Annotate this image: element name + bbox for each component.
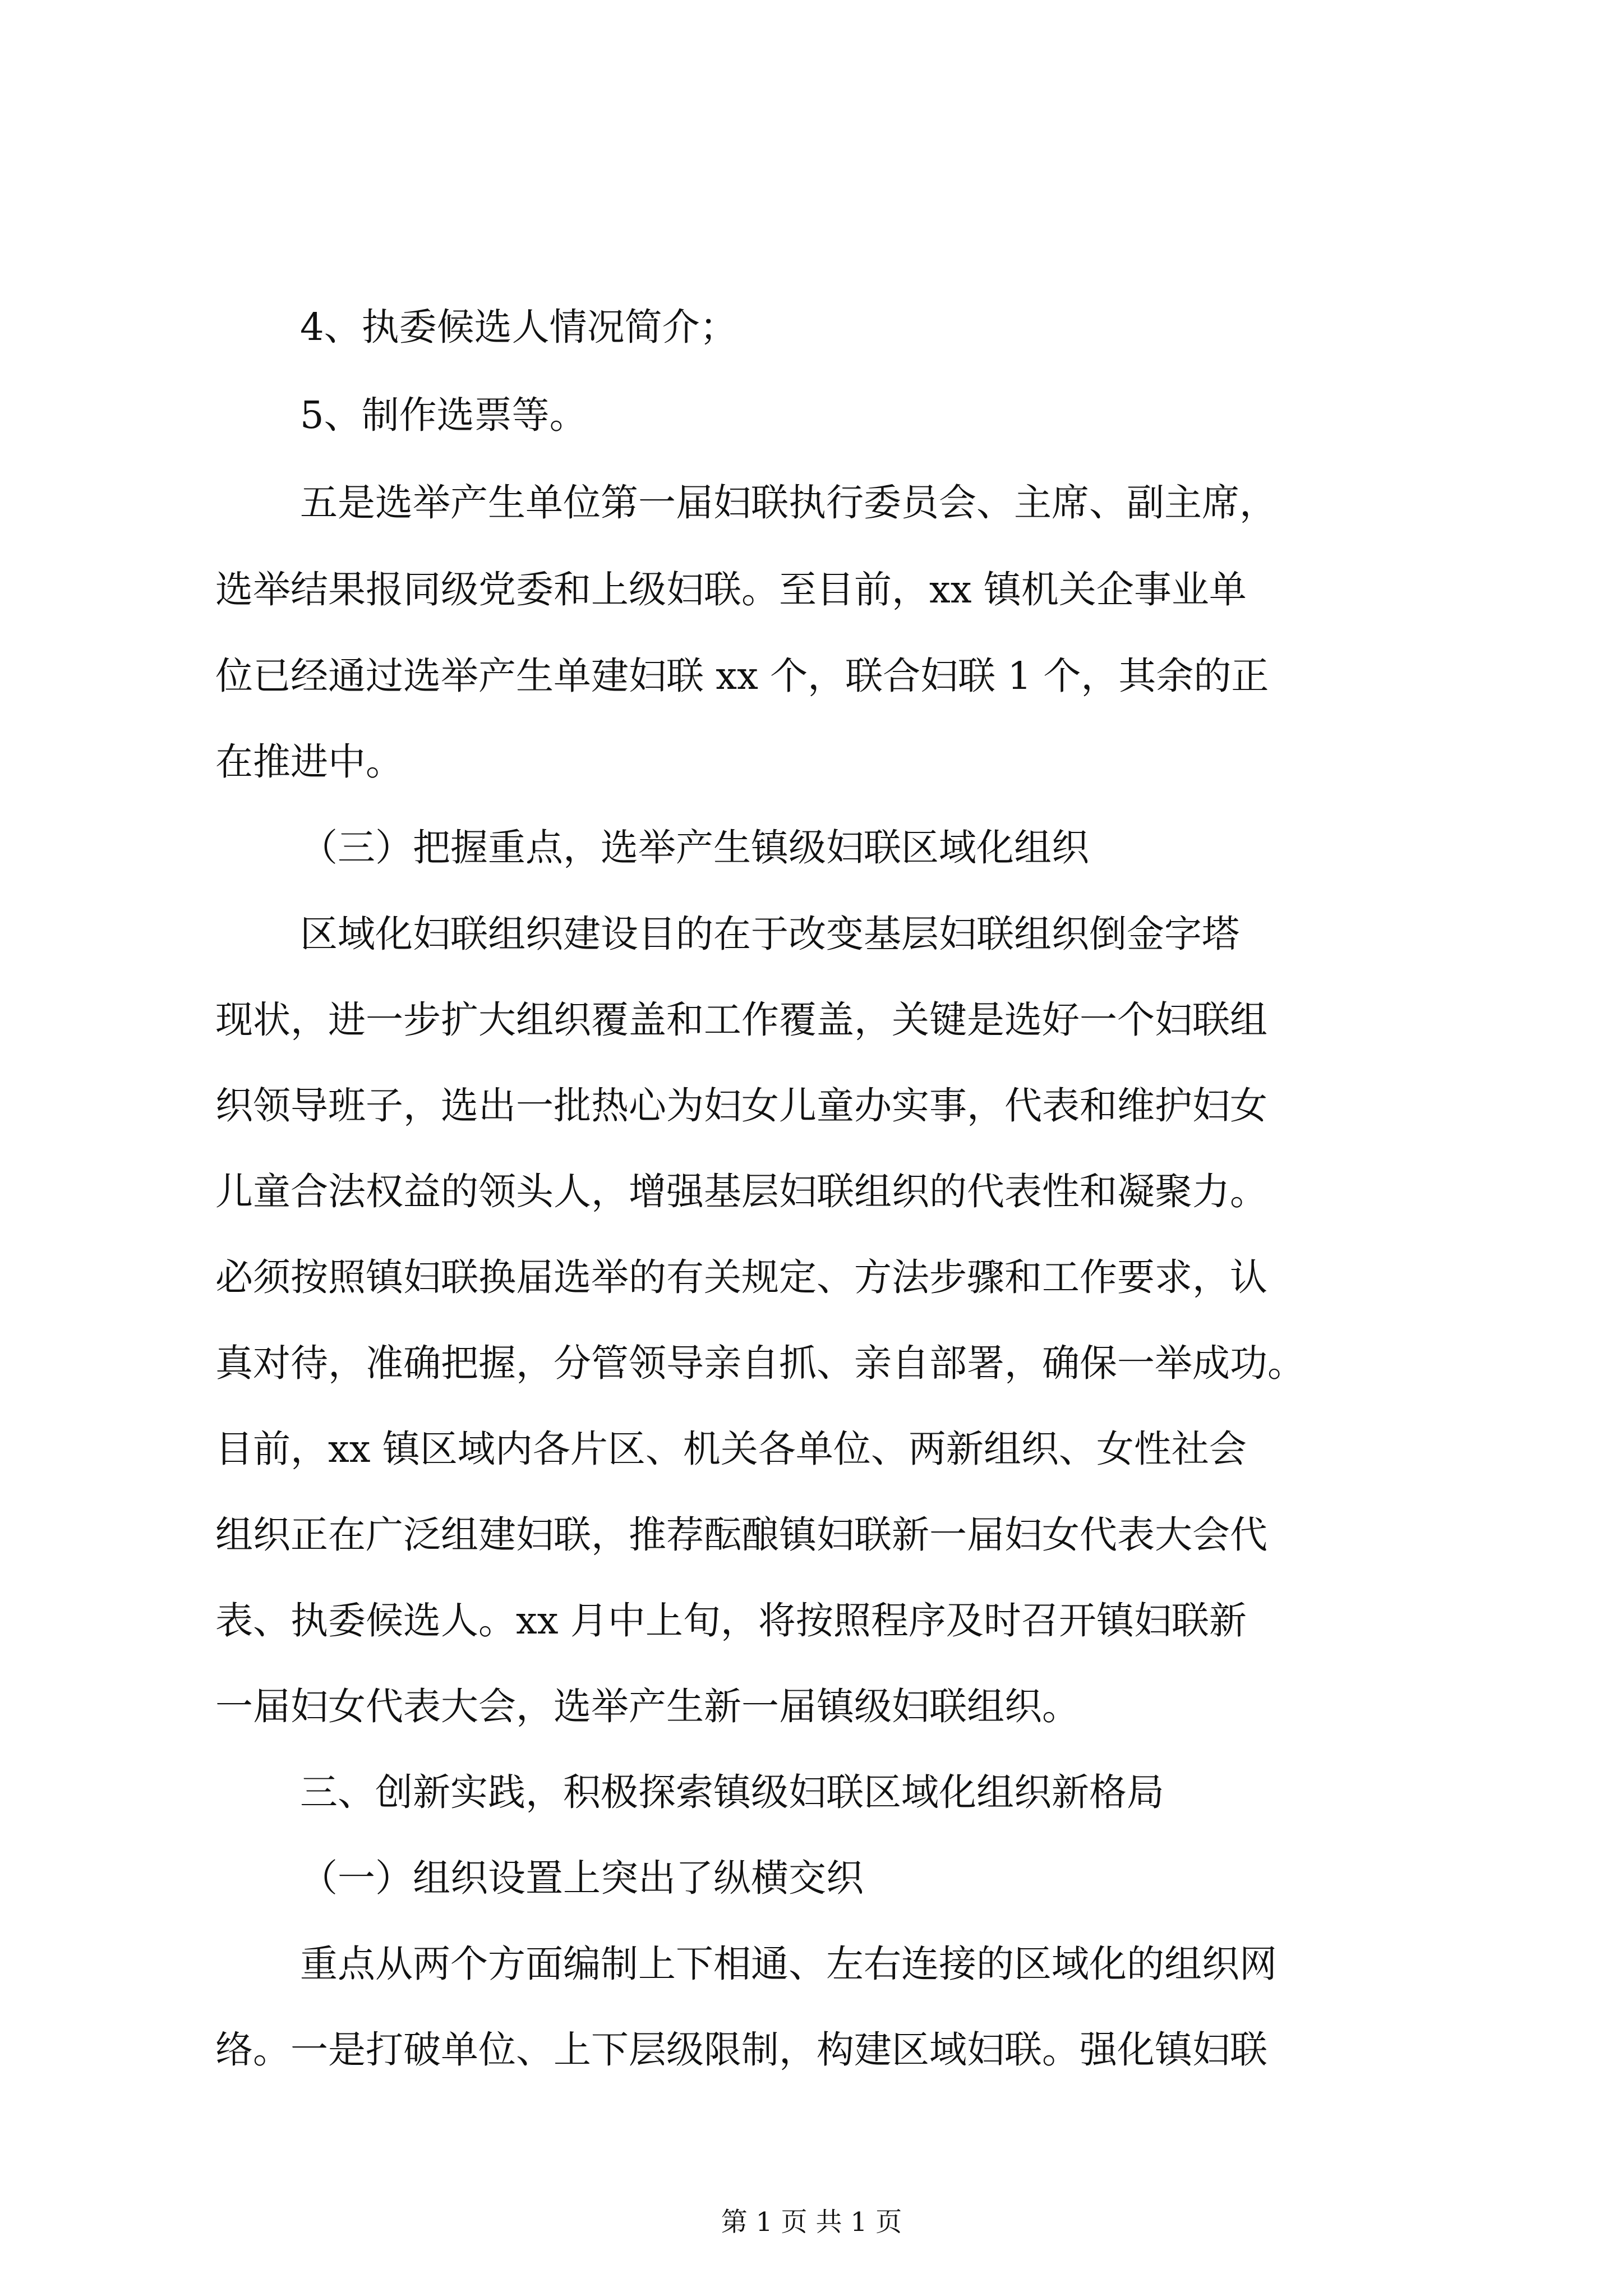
text-line-20: 重点从两个方面编制上下相通、左右连接的区域化的组织网 (300, 1942, 1277, 1986)
section-heading-1: （一）组织设置上突出了纵横交织 (300, 1856, 864, 1900)
text-line-12: 必须按照镇妇联换届选举的有关规定、方法步骤和工作要求，认 (215, 1255, 1267, 1299)
section-heading-3: （三）把握重点，选举产生镇级妇联区域化组织 (300, 826, 1089, 869)
text-line-6: 在推进中。 (215, 740, 403, 784)
text-line-13: 真对待，准确把握，分管领导亲自抓、亲自部署，确保一举成功。 (215, 1341, 1305, 1385)
text-line-2: 5、制作选票等。 (300, 393, 587, 437)
text-line-14: 目前，xx 镇区域内各片区、机关各单位、两新组织、女性社会 (215, 1427, 1247, 1471)
text-line-3: 五是选举产生单位第一届妇联执行委员会、主席、副主席， (300, 481, 1277, 524)
text-line-5: 位已经通过选举产生单建妇联 xx 个，联合妇联 1 个，其余的正 (215, 654, 1269, 698)
text-line-17: 一届妇女代表大会，选举产生新一届镇级妇联组织。 (215, 1685, 1080, 1728)
text-line-15: 组织正在广泛组建妇联，推荐酝酿镇妇联新一届妇女代表大会代 (215, 1513, 1267, 1557)
text-line-11: 儿童合法权益的领头人，增强基层妇联组织的代表性和凝聚力。 (215, 1170, 1267, 1213)
page-footer: 第 1 页 共 1 页 (721, 2207, 902, 2238)
text-line-21: 络。一是打破单位、上下层级限制，构建区域妇联。强化镇妇联 (215, 2028, 1267, 2072)
text-line-4: 选举结果报同级党委和上级妇联。至目前，xx 镇机关企事业单 (215, 568, 1247, 611)
text-line-8: 区域化妇联组织建设目的在于改变基层妇联组织倒金字塔 (300, 912, 1239, 956)
text-line-9: 现状，进一步扩大组织覆盖和工作覆盖，关键是选好一个妇联组 (215, 998, 1267, 1042)
text-line-16: 表、执委候选人。xx 月中上旬，将按照程序及时召开镇妇联新 (215, 1599, 1247, 1642)
text-line-1: 4、执委候选人情况简介； (300, 305, 737, 349)
section-heading-main: 三、创新实践，积极探索镇级妇联区域化组织新格局 (300, 1770, 1164, 1814)
text-line-10: 织领导班子，选出一批热心为妇女儿童办实事，代表和维护妇女 (215, 1084, 1267, 1128)
